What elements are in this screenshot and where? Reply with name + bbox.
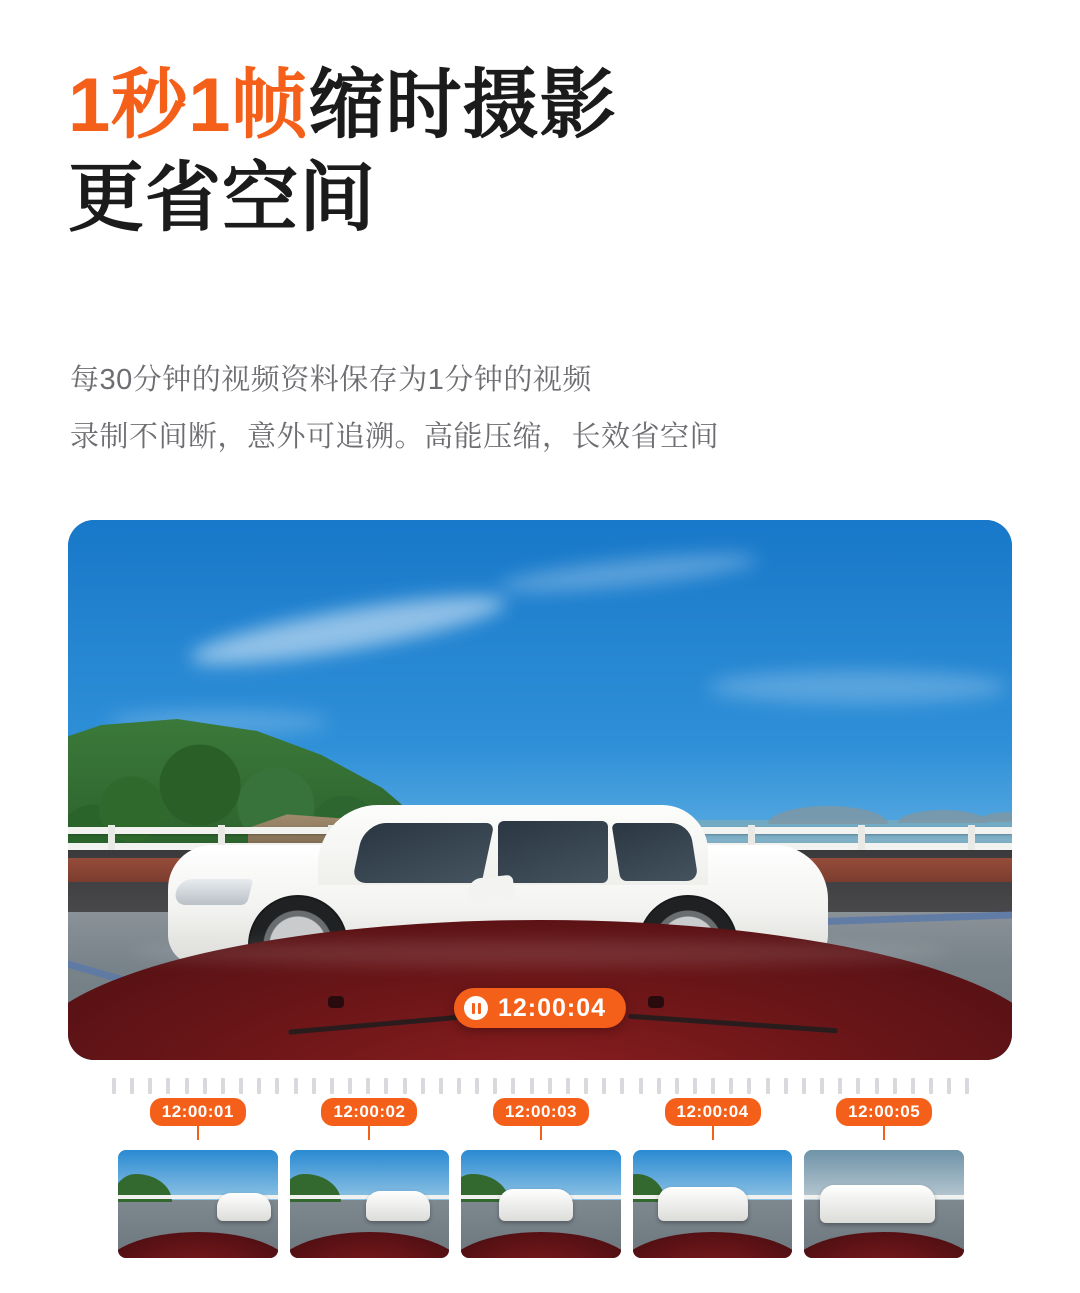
- ruler-tick: [566, 1078, 570, 1094]
- frame-connector: [883, 1126, 885, 1140]
- subtitle-line-2: 录制不间断，意外可追溯。高能压缩，长效省空间: [70, 420, 720, 453]
- ruler-tick: [475, 1078, 479, 1094]
- ruler-tick: [820, 1078, 824, 1094]
- ruler-tick: [275, 1078, 279, 1094]
- ruler-tick: [693, 1078, 697, 1094]
- ruler-tick: [602, 1078, 606, 1094]
- headline-line-2: 更省空间: [68, 155, 376, 241]
- headline-rest-text: 缩时摄影: [308, 63, 617, 148]
- frame-timestamp-cell: [804, 1098, 964, 1140]
- ruler-tick: [384, 1078, 388, 1094]
- frame-timestamp-row: [118, 1098, 964, 1140]
- ruler-tick: [257, 1078, 261, 1094]
- car-window: [611, 823, 698, 881]
- ruler-tick: [112, 1078, 116, 1094]
- frame-connector: [368, 1126, 370, 1140]
- ruler-tick: [148, 1078, 152, 1094]
- ruler-tick: [421, 1078, 425, 1094]
- ruler-tick: [221, 1078, 225, 1094]
- thumb-car: [658, 1187, 747, 1222]
- filmstrip-ruler: [112, 1078, 970, 1094]
- ruler-tick: [875, 1078, 879, 1094]
- subtitle-block: [70, 352, 1020, 465]
- headline-accent-text: 1秒1帧: [68, 63, 309, 148]
- car-headlight: [173, 879, 253, 905]
- ruler-tick: [294, 1078, 298, 1094]
- frame-timestamp: 12:00:05: [836, 1098, 932, 1126]
- ruler-tick: [130, 1078, 134, 1094]
- ruler-tick: [457, 1078, 461, 1094]
- washer-nozzle: [648, 996, 664, 1008]
- ruler-tick: [584, 1078, 588, 1094]
- frame-thumbnail[interactable]: [461, 1150, 621, 1258]
- thumb-car: [820, 1185, 935, 1224]
- ruler-tick: [403, 1078, 407, 1094]
- frame-timestamp-cell: [633, 1098, 793, 1140]
- ruler-tick: [239, 1078, 243, 1094]
- ruler-tick: [493, 1078, 497, 1094]
- ruler-tick: [856, 1078, 860, 1094]
- pause-icon: [464, 996, 488, 1020]
- frame-timestamp-cell: [461, 1098, 621, 1140]
- headline-line-1: [68, 60, 1028, 153]
- washer-nozzle: [328, 996, 344, 1008]
- ruler-tick: [348, 1078, 352, 1094]
- ruler-tick: [511, 1078, 515, 1094]
- frame-timestamp: 12:00:01: [150, 1098, 246, 1126]
- ruler-tick: [166, 1078, 170, 1094]
- ruler-tick: [729, 1078, 733, 1094]
- timestamp-badge: [454, 988, 626, 1028]
- ruler-tick: [312, 1078, 316, 1094]
- ruler-tick: [185, 1078, 189, 1094]
- frame-thumbnail[interactable]: [290, 1150, 450, 1258]
- headline-block: [68, 60, 1028, 245]
- car-window: [498, 821, 608, 883]
- thumb-car: [217, 1193, 271, 1221]
- frame-thumbnail[interactable]: [804, 1150, 964, 1258]
- ruler-tick: [784, 1078, 788, 1094]
- ruler-tick: [530, 1078, 534, 1094]
- ruler-tick: [911, 1078, 915, 1094]
- hood-reflection: [130, 940, 949, 966]
- frame-timestamp: 12:00:02: [321, 1098, 417, 1126]
- ruler-tick: [330, 1078, 334, 1094]
- thumb-car: [499, 1189, 572, 1221]
- filmstrip-thumbnails: [118, 1150, 964, 1258]
- ruler-tick: [747, 1078, 751, 1094]
- thumb-car: [366, 1191, 430, 1221]
- ruler-tick: [657, 1078, 661, 1094]
- frame-thumbnail[interactable]: [633, 1150, 793, 1258]
- frame-timestamp: 12:00:04: [665, 1098, 761, 1126]
- ruler-tick: [802, 1078, 806, 1094]
- frame-connector: [197, 1126, 199, 1140]
- ruler-tick: [203, 1078, 207, 1094]
- frame-timestamp: 12:00:03: [493, 1098, 589, 1126]
- ruler-tick: [893, 1078, 897, 1094]
- frame-connector: [540, 1126, 542, 1140]
- ruler-tick: [548, 1078, 552, 1094]
- car-window: [352, 823, 495, 883]
- ruler-tick: [620, 1078, 624, 1094]
- ruler-tick: [838, 1078, 842, 1094]
- ruler-tick: [439, 1078, 443, 1094]
- ruler-tick: [766, 1078, 770, 1094]
- ruler-tick: [639, 1078, 643, 1094]
- cloud-shape: [708, 670, 1008, 704]
- frame-connector: [712, 1126, 714, 1140]
- subtitle-line-1: 每30分钟的视频资料保存为1分钟的视频: [70, 364, 592, 396]
- ruler-tick: [947, 1078, 951, 1094]
- frame-thumbnail[interactable]: [118, 1150, 278, 1258]
- car-side-mirror: [467, 875, 515, 906]
- timelapse-preview-photo: [68, 520, 1012, 1060]
- ruler-tick: [965, 1078, 969, 1094]
- ruler-tick: [366, 1078, 370, 1094]
- frame-timestamp-cell: [290, 1098, 450, 1140]
- timestamp-label: 12:00:04: [497, 993, 607, 1022]
- ruler-tick: [711, 1078, 715, 1094]
- ruler-tick: [675, 1078, 679, 1094]
- frame-timestamp-cell: [118, 1098, 278, 1140]
- ruler-tick: [929, 1078, 933, 1094]
